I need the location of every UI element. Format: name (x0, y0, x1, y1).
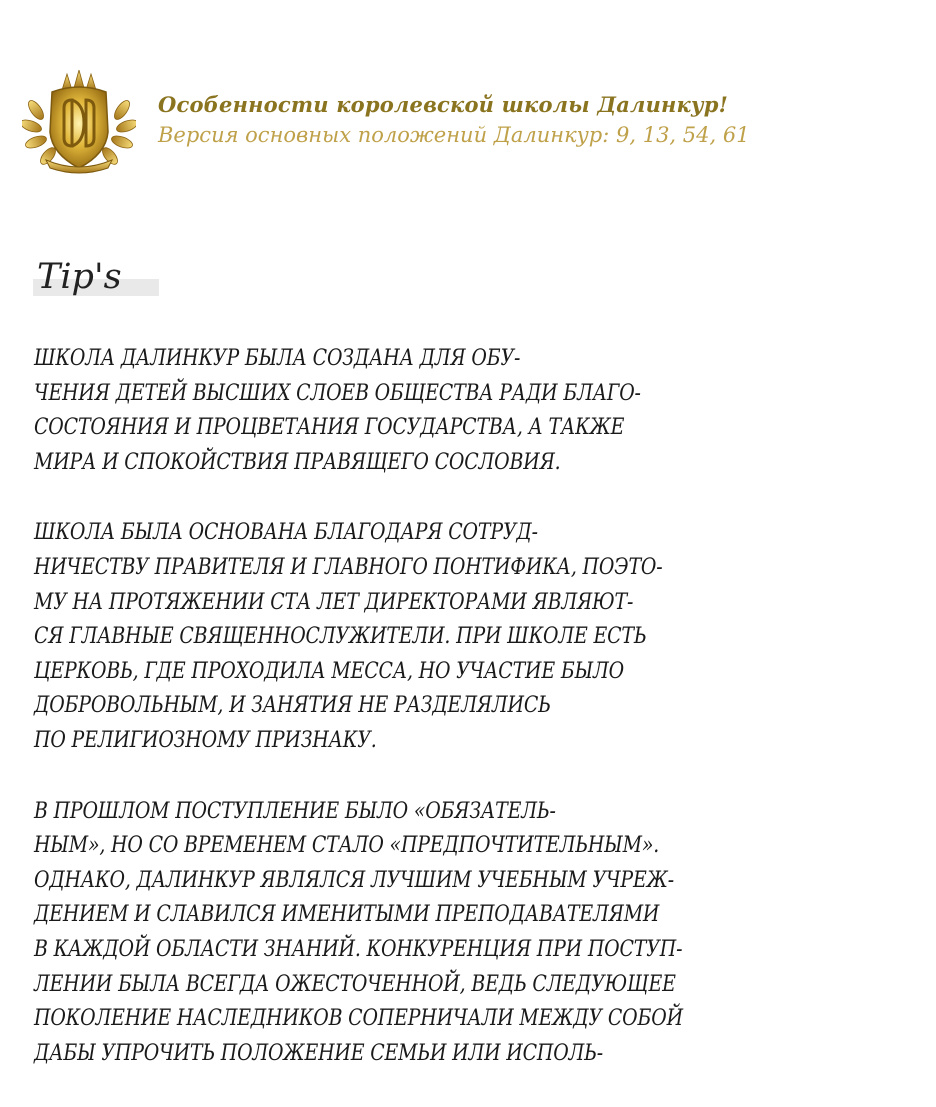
paragraph (34, 795, 914, 1072)
text-line: ЦЕРКОВЬ, ГДЕ ПРОХОДИЛА МЕССА, НО УЧАСТИЕ БЫЛО (34, 658, 624, 684)
text-line: ДАБЫ УПРОЧИТЬ ПОЛОЖЕНИЕ СЕМЬИ ИЛИ ИСПОЛЬ- (34, 1040, 603, 1066)
text-line: СОСТОЯНИЯ И ПРОЦВЕТАНИЯ ГОСУДАРСТВА, А ТАКЖЕ (34, 415, 625, 441)
text-line: ШКОЛА БЫЛА ОСНОВАНА БЛАГОДАРЯ СОТРУД- (34, 520, 538, 546)
gold-crest-emblem-icon (22, 70, 136, 174)
text-line: ЧЕНИЯ ДЕТЕЙ ВЫСШИХ СЛОЕВ ОБЩЕСТВА РАДИ БЛАГО- (34, 380, 641, 406)
header-title: Особенности королевской школы Далинкур! (158, 92, 729, 117)
text-line: ДЕНИЕМ И СЛАВИЛСЯ ИМЕНИТЫМИ ПРЕПОДАВАТЕЛЯМИ (34, 902, 660, 928)
text-line: ШКОЛА ДАЛИНКУР БЫЛА СОЗДАНА ДЛЯ ОБУ- (34, 346, 521, 371)
paragraph (34, 342, 914, 480)
text-line: В КАЖДОЙ ОБЛАСТИ ЗНАНИЙ. КОНКУРЕНЦИЯ ПРИ ПОСТУП- (34, 936, 683, 962)
text-line: В ПРОШЛОМ ПОСТУПЛЕНИЕ БЫЛО «ОБЯЗАТЕЛЬ- (34, 798, 556, 824)
text-line: ДОБРОВОЛЬНЫМ, И ЗАНЯТИЯ НЕ РАЗДЕЛЯЛИСЬ (34, 693, 551, 719)
text-line: НИЧЕСТВУ ПРАВИТЕЛЯ И ГЛАВНОГО ПОНТИФИКА, ПОЭТО- (34, 554, 663, 580)
text-line: ПОКОЛЕНИЕ НАСЛЕДНИКОВ СОПЕРНИЧАЛИ МЕЖДУ СОБОЙ (34, 1006, 683, 1032)
text-line: МУ НА ПРОТЯЖЕНИИ СТА ЛЕТ ДИРЕКТОРАМИ ЯВЛЯЮТ- (34, 589, 634, 615)
text-line: СЯ ГЛАВНЫЕ СВЯЩЕННОСЛУЖИТЕЛИ. ПРИ ШКОЛЕ ЕСТЬ (34, 624, 647, 650)
body-text (34, 342, 914, 1107)
text-line: МИРА И СПОКОЙСТВИЯ ПРАВЯЩЕГО СОСЛОВИЯ. (34, 449, 561, 475)
header (22, 70, 922, 180)
tips-heading (33, 255, 163, 303)
text-line: НЫМ», НО СО ВРЕМЕНЕМ СТАЛО «ПРЕДПОЧТИТЕЛЬНЫМ». (34, 833, 660, 859)
text-line: ПО РЕЛИГИОЗНОМУ ПРИЗНАКУ. (34, 727, 377, 753)
tips-label: Tip's (37, 257, 122, 297)
paragraph (34, 516, 914, 758)
text-line: ОДНАКО, ДАЛИНКУР ЯВЛЯЛСЯ ЛУЧШИМ УЧЕБНЫМ УЧРЕЖ- (34, 867, 674, 893)
header-subtitle: Версия основных положений Далинкур: 9, 13, 54, 61 (158, 123, 750, 147)
text-line: ЛЕНИИ БЫЛА ВСЕГДА ОЖЕСТОЧЕННОЙ, ВЕДЬ СЛЕДУЮЩЕЕ (34, 971, 676, 997)
header-text-block (158, 90, 898, 150)
